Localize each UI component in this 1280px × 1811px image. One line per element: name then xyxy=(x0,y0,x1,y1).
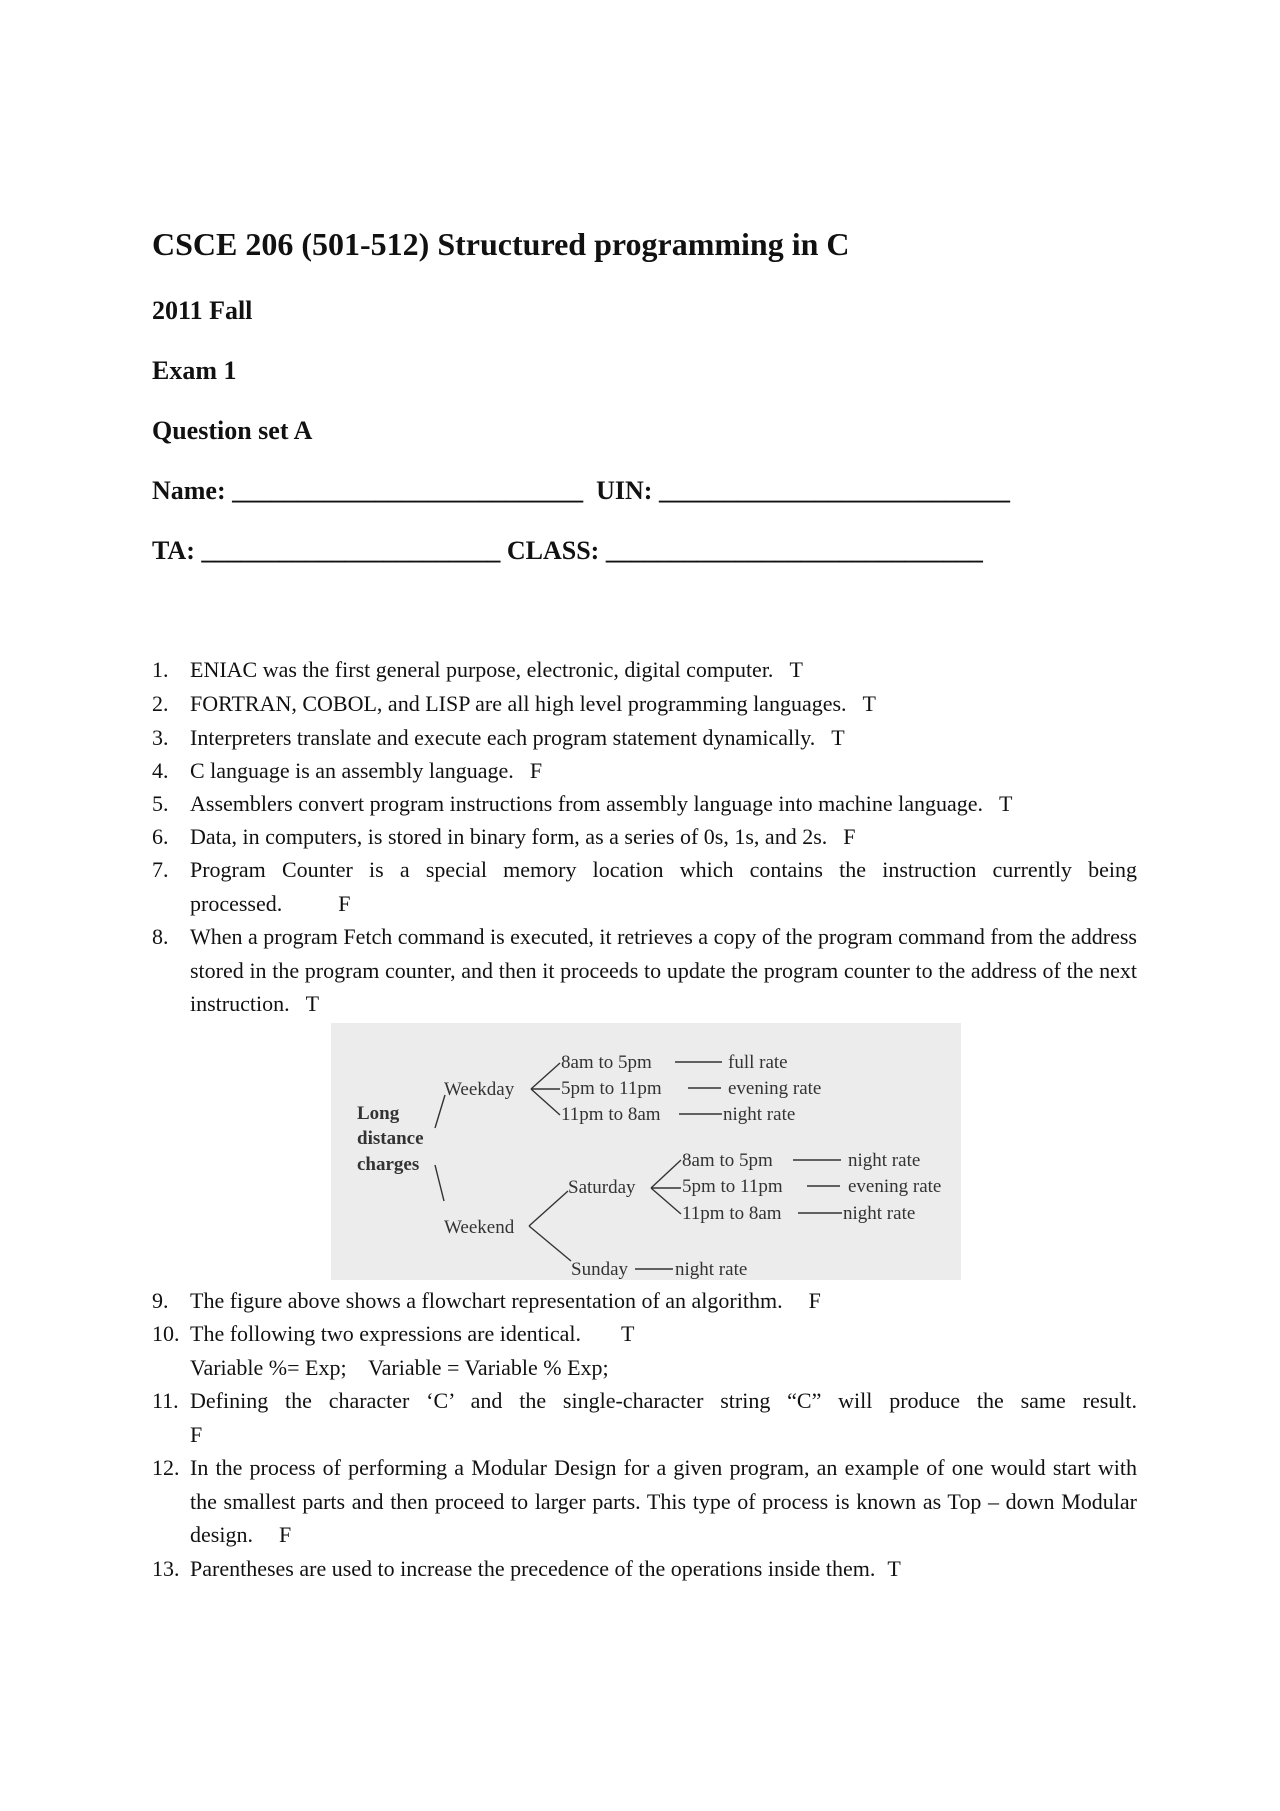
uin-label: UIN: xyxy=(596,476,653,505)
question-set: Question set A xyxy=(152,416,313,445)
weekend-label: Weekend xyxy=(444,1217,515,1238)
edge-weekday-1 xyxy=(531,1063,560,1089)
question-answer: T xyxy=(305,991,320,1016)
question-answer: F xyxy=(190,1421,203,1447)
name-blank[interactable]: ___________________________ xyxy=(232,476,584,505)
weekday-time-3: 11pm to 8am xyxy=(561,1104,661,1125)
edge-saturday-1 xyxy=(651,1160,681,1188)
question-number: 7. xyxy=(152,857,169,882)
question-text: When a program Fetch command is executed, it retrieves a copy of the program command from the address stored in the program counter, and then it proceeds to update the program counter to the address of the next instruction. xyxy=(190,924,1137,1016)
question-12 xyxy=(152,1451,1137,1552)
name-uin-row xyxy=(152,476,1010,506)
question-number: 6. xyxy=(152,824,169,849)
edge-weekend-sunday xyxy=(529,1226,571,1261)
question-text: The following two expressions are identical. xyxy=(190,1321,582,1346)
question-number: 9. xyxy=(152,1288,169,1313)
weekday-time-1: 8am to 5pm xyxy=(561,1052,652,1073)
question-number: 11. xyxy=(152,1388,179,1413)
question-answer: F xyxy=(843,824,856,849)
question-number: 5. xyxy=(152,791,169,816)
weekday-label: Weekday xyxy=(444,1079,515,1100)
root-label-line2: distance xyxy=(357,1128,424,1149)
question-7 xyxy=(152,853,1137,920)
question-number: 1. xyxy=(152,657,169,682)
weekday-rate-1: full rate xyxy=(728,1052,788,1073)
saturday-rate-3: night rate xyxy=(843,1203,916,1224)
question-13 xyxy=(152,1552,1137,1586)
edge-weekday-3 xyxy=(531,1089,560,1115)
saturday-time-3: 11pm to 8am xyxy=(682,1203,782,1224)
question-text: Assemblers convert program instructions from assembly language into machine language. xyxy=(190,791,984,816)
question-1 xyxy=(152,653,1137,687)
question-number: 8. xyxy=(152,924,169,949)
course-title: CSCE 206 (501-512) Structured programming in C xyxy=(152,226,850,262)
question-answer: F xyxy=(338,890,351,916)
question-answer: T xyxy=(789,657,803,682)
weekday-rate-3: night rate xyxy=(723,1104,796,1125)
question-answer: F xyxy=(808,1288,821,1313)
question-number: 12. xyxy=(152,1455,180,1480)
saturday-time-2: 5pm to 11pm xyxy=(682,1176,783,1197)
sunday-label: Sunday xyxy=(571,1259,628,1280)
question-9 xyxy=(152,1284,1137,1318)
question-text: ENIAC was the first general purpose, electronic, digital computer. xyxy=(190,657,774,682)
saturday-label: Saturday xyxy=(568,1177,636,1198)
question-number: 13. xyxy=(152,1556,180,1581)
saturday-time-1: 8am to 5pm xyxy=(682,1150,773,1171)
question-10 xyxy=(152,1317,1137,1384)
ta-class-row xyxy=(152,536,983,566)
question-number: 4. xyxy=(152,758,169,783)
ta-label: TA: xyxy=(152,536,195,565)
question-text: C language is an assembly language. xyxy=(190,758,514,783)
question-8 xyxy=(152,920,1137,1021)
question-text: Interpreters translate and execute each program statement dynamically. xyxy=(190,725,816,750)
question-answer: T xyxy=(887,1556,901,1581)
question-5 xyxy=(152,787,1137,821)
root-label-line1: Long xyxy=(357,1103,400,1124)
question-number: 10. xyxy=(152,1321,180,1346)
name-label: Name: xyxy=(152,476,226,505)
question-text: The figure above shows a flowchart representation of an algorithm. xyxy=(190,1288,783,1313)
saturday-rate-2: evening rate xyxy=(848,1176,942,1197)
sunday-rate: night rate xyxy=(675,1259,748,1280)
charges-tree-figure xyxy=(331,1023,961,1280)
question-3 xyxy=(152,721,1137,755)
question-text: Program Counter is a special memory location which contains the instruction currently being processed. xyxy=(190,857,1137,916)
question-11 xyxy=(152,1384,1137,1451)
question-2 xyxy=(152,687,1137,721)
edge-saturday-3 xyxy=(651,1188,681,1214)
edge-weekend-saturday xyxy=(529,1191,568,1226)
exam-term: 2011 Fall xyxy=(152,296,253,325)
question-answer: T xyxy=(831,725,845,750)
root-label-line3: charges xyxy=(357,1154,420,1175)
weekday-rate-2: evening rate xyxy=(728,1078,822,1099)
question-text: Data, in computers, is stored in binary form, as a series of 0s, 1s, and 2s. xyxy=(190,824,828,849)
question-6 xyxy=(152,820,1137,854)
uin-blank[interactable]: ___________________________ xyxy=(658,476,1010,505)
question-answer: T xyxy=(621,1321,635,1346)
exam-number: Exam 1 xyxy=(152,356,237,385)
question-text: Defining the character ‘C’ and the single-character string “C” will produce the same result. xyxy=(190,1388,1137,1413)
class-label: CLASS: xyxy=(506,536,600,565)
saturday-rate-1: night rate xyxy=(848,1150,921,1171)
question-answer: F xyxy=(278,1522,292,1547)
edge-root-weekend xyxy=(435,1165,444,1201)
question-text: Parentheses are used to increase the precedence of the operations inside them. xyxy=(190,1556,876,1581)
question-text: FORTRAN, COBOL, and LISP are all high level programming languages. xyxy=(190,691,847,716)
ta-blank[interactable]: _______________________ xyxy=(201,536,501,565)
question-answer: F xyxy=(529,758,543,783)
question-text: In the process of performing a Modular Design for a given program, an example of one would start with the smallest parts and then proceed to larger parts. This type of process is known as Top – down Modular design. xyxy=(190,1455,1137,1547)
question-expression: Variable %= Exp; Variable = Variable % Exp; xyxy=(190,1354,609,1380)
class-blank[interactable]: _____________________________ xyxy=(605,536,983,565)
question-answer: T xyxy=(862,691,876,716)
weekday-time-2: 5pm to 11pm xyxy=(561,1078,662,1099)
question-answer: T xyxy=(999,791,1013,816)
question-number: 2. xyxy=(152,691,169,716)
question-number: 3. xyxy=(152,725,169,750)
question-4 xyxy=(152,754,1137,788)
